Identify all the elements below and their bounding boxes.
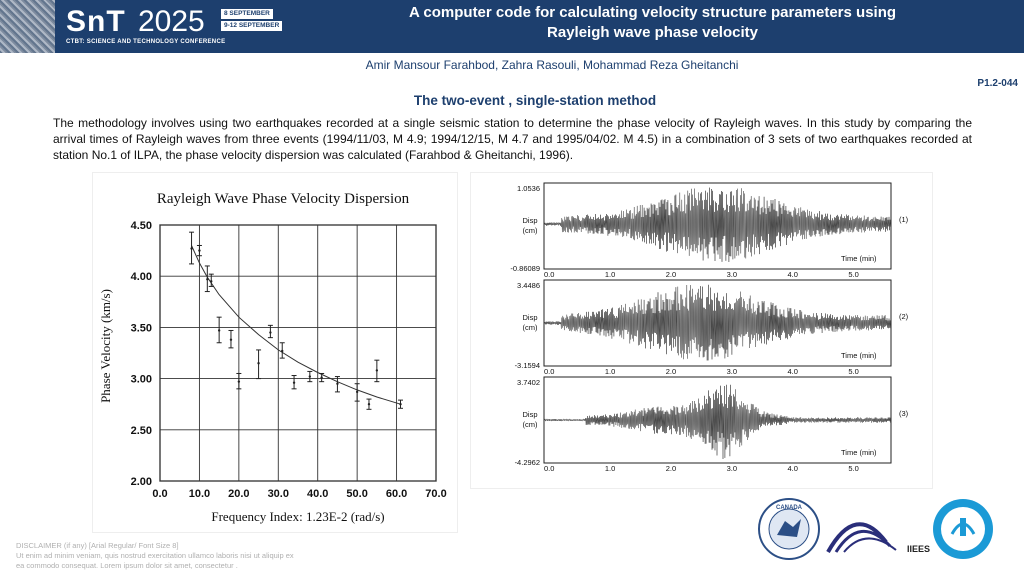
panel-x-tick: 1.0 [604, 464, 616, 473]
disclaimer-line-3: ea commodo consequat. Lorem ipsum dolor sit amet, consectetur . [16, 561, 238, 570]
panel-xlabel: Time (min) [841, 254, 877, 263]
panel-x-tick: 4.0 [787, 367, 798, 376]
error-bar-point [189, 232, 194, 264]
error-bar-point [217, 317, 222, 343]
x-tick-label: 40.0 [307, 488, 329, 500]
panel-number: (3) [899, 409, 909, 418]
panel-x-tick: 2.0 [665, 270, 677, 279]
poster-title [330, 3, 975, 43]
panel-x-tick: 3.0 [726, 270, 738, 279]
seismogram-panel [515, 280, 909, 376]
error-bar-point [398, 400, 403, 408]
x-tick-label: 30.0 [267, 488, 289, 500]
x-tick-label: 0.0 [152, 488, 168, 500]
error-bar-point [366, 399, 371, 409]
panel-ylabel-unit: (cm) [522, 226, 538, 235]
error-bar-point [256, 350, 261, 379]
chart-title: Rayleigh Wave Phase Velocity Dispersion [156, 191, 410, 207]
y-tick-label: 3.00 [130, 373, 152, 386]
error-bar-point [236, 373, 241, 388]
panel-x-tick: 2.0 [665, 367, 677, 376]
disclaimer [16, 541, 294, 571]
panel-ymax-label: 3.4486 [517, 281, 540, 290]
disclaimer-line-2: Ut enim ad minim veniam, quis nostrud exercitation ullamco laboris nisi ut aliquip ex [16, 551, 294, 560]
panel-x-tick: 5.0 [848, 367, 859, 376]
x-tick-label: 60.0 [385, 488, 408, 500]
panel-xlabel: Time (min) [841, 351, 877, 360]
date-badge-1: 8 SEPTEMBER [221, 9, 273, 19]
error-bar-point [228, 330, 233, 347]
iiees-logo [826, 512, 932, 556]
panel-x-tick: 4.0 [787, 270, 798, 279]
panel-x-tick: 5.0 [848, 464, 859, 473]
header-banner [0, 0, 1024, 53]
panel-ymin-label: -3.1594 [514, 361, 540, 370]
panel-number: (1) [899, 215, 909, 224]
y-axis-label: Phase Velocity (km/s) [98, 289, 113, 403]
x-axis-label: Frequency Index: 1.23E-2 (rad/s) [211, 509, 385, 524]
dispersion-chart [93, 173, 457, 532]
y-tick-label: 2.50 [130, 424, 152, 437]
panel-x-tick: 2.0 [665, 464, 677, 473]
x-tick-label: 70.0 [425, 488, 447, 500]
seismogram-panel [510, 183, 908, 279]
y-tick-label: 3.50 [130, 322, 152, 335]
panel-x-tick: 1.0 [604, 270, 616, 279]
fit-curve [192, 246, 401, 405]
panel-ymin-label: -0.86089 [510, 264, 540, 273]
plot-frame [160, 225, 436, 481]
y-tick-label: 4.00 [130, 271, 152, 284]
body-paragraph: The methodology involves using two earthquakes recorded at a single seismic station to determine the phase velocity of Rayleigh waves. In this study by comparing the arrival times of Rayleigh waves from three events (1994/11/03, M 4.9; 1994/12/15, M 4.7 and 1995/04/02. M 4.5) in a combination of 3 sets of two earthquakes recorded at station No.1 of ILPA, the phase velocity dispersion was calculated (Farahbod & Gheitanchi, 1996). [53, 116, 972, 162]
x-tick-label: 50.0 [346, 488, 368, 500]
error-bar-point [355, 384, 360, 401]
error-bar-point [307, 371, 312, 381]
panel-x-tick: 3.0 [726, 464, 738, 473]
panel-ylabel-unit: (cm) [522, 323, 538, 332]
seismogram-figure [470, 172, 933, 489]
disclaimer-line-1: DISCLAIMER (if any) [Arial Regular/ Font Size 8] [16, 541, 179, 550]
poster-title-line2: Rayleigh wave phase velocity [547, 24, 758, 41]
poster-title-line1: A computer code for calculating velocity structure parameters using [408, 4, 897, 21]
date-badge-2: 9-12 SEPTEMBER [221, 21, 282, 31]
x-tick-label: 20.0 [228, 488, 250, 500]
poster-code: P1.2-044 [977, 78, 1018, 89]
authors-line: Amir Mansour Farahbod, Zahra Rasouli, Mohammad Reza Gheitanchi [365, 58, 739, 72]
panel-x-tick: 0.0 [544, 464, 555, 473]
seismogram-panel [515, 377, 909, 473]
error-bar-point [292, 376, 297, 389]
panel-ylabel-unit: (cm) [522, 420, 538, 429]
canada-logo-text: CANADA [776, 505, 802, 511]
panel-ylabel: Disp [522, 410, 538, 419]
panel-ymin-label: -4.2962 [514, 458, 540, 467]
snt-logo-text: SnT [66, 5, 126, 38]
canada-survey-logo [757, 497, 821, 561]
panel-ymax-label: 1.0536 [517, 184, 540, 193]
dispersion-figure [92, 172, 458, 533]
panel-number: (2) [899, 312, 909, 321]
section-title: The two-event , single-station method [413, 93, 657, 108]
error-bar-point [205, 266, 210, 292]
x-tick-label: 10.0 [188, 488, 211, 500]
iiees-logo-text: IIEES [907, 544, 931, 554]
seismogram-chart [471, 173, 932, 488]
panel-x-tick: 3.0 [726, 367, 738, 376]
panel-x-tick: 5.0 [848, 270, 859, 279]
panel-x-tick: 0.0 [544, 367, 555, 376]
snt-logo-year: 2025 [138, 5, 205, 38]
error-bar-point [197, 245, 202, 255]
panel-ylabel: Disp [522, 313, 538, 322]
panel-x-tick: 4.0 [787, 464, 798, 473]
y-tick-label: 2.00 [130, 476, 152, 488]
error-bar-point [280, 343, 285, 358]
y-tick-label: 4.50 [130, 220, 152, 232]
header-texture [0, 0, 55, 53]
panel-ylabel: Disp [522, 216, 538, 225]
panel-ymax-label: 3.7402 [517, 378, 540, 387]
panel-xlabel: Time (min) [841, 448, 877, 457]
panel-x-tick: 1.0 [604, 367, 616, 376]
snt-logo-subtitle: CTBT: SCIENCE AND TECHNOLOGY CONFERENCE [66, 39, 226, 45]
university-tehran-logo [932, 498, 994, 560]
panel-x-tick: 0.0 [544, 270, 555, 279]
